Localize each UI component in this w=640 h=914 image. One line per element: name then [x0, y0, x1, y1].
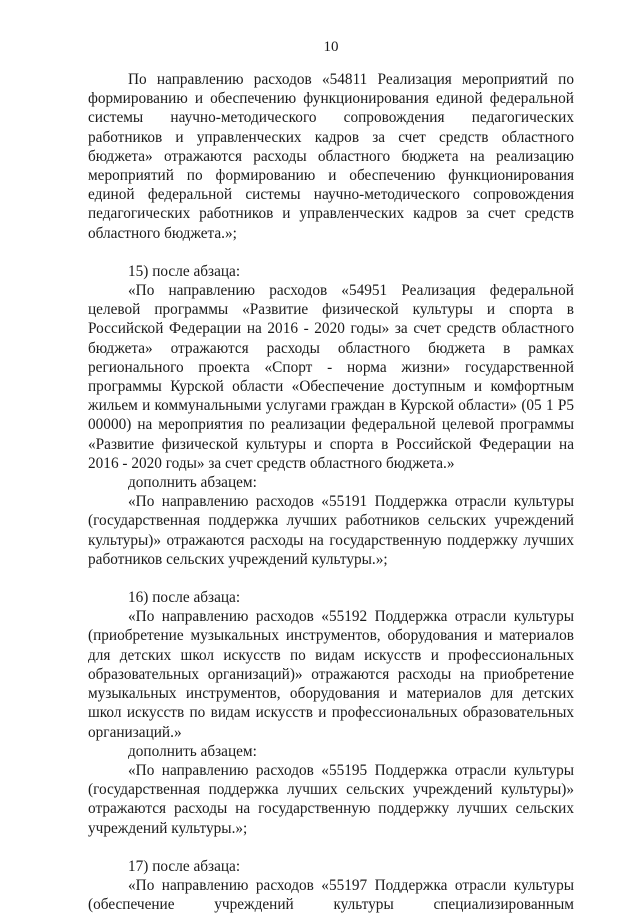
paragraph-54811: По направлению расходов «54811 Реализация мероприятий по формированию и обеспечению функционирования единой федеральной системы научно-методического сопровождения педагогических работников и управленческих кадров за счет средств областного бюджета» отражаются расходы областного бюджета на реализацию мероприятий по формированию и обеспечению функционирования единой федеральной системы научно-методического сопровождения педагогических работников и управленческих кадров за счет средств областного бюджета.»;: [88, 71, 574, 242]
item-16-label: 16) после абзаца:: [128, 589, 241, 607]
paragraph-gap: [88, 569, 574, 588]
item-17-label: 17) после абзаца:: [128, 857, 241, 875]
paragraph-55192: «По направлению расходов «55192 Поддержка отрасли культуры (приобретение музыкальных инструментов, оборудования и материалов для детских школ искусств по видам искусств и профессиональных образовательных организаций)» отражаются расходы на приобретение музыкальных инструментов, оборудования и материалов для детских школ искусств по видам искусств и профессиональных образовательных организаций.»: [88, 608, 574, 741]
paragraph-gap: [88, 838, 574, 857]
supplement-label-15: дополнить абзацем:: [128, 474, 257, 492]
document-page: [88, 38, 574, 914]
supplement-label-16: дополнить абзацем:: [128, 742, 257, 760]
paragraph-55197: «По направлению расходов «55197 Поддержка отрасли культуры (обеспечение учреждений культуры специализированным: [88, 876, 574, 914]
item-15-label: 15) после абзаца:: [128, 262, 241, 280]
page-number: 10: [323, 39, 339, 55]
paragraph-55195: «По направлению расходов «55195 Поддержка отрасли культуры (государственная поддержка лучших сельских учреждений культуры)» отражаются расходы на государственную поддержку лучших сельских учреждений культуры.»;: [88, 761, 574, 837]
paragraph-54951: «По направлению расходов «54951 Реализация федеральной целевой программы «Развитие физической культуры и спорта в Российской Федерации на 2016 - 2020 годы» за счет средств областного бюджета» отражаются расходы областного бюджета в рамках регионального проекта «Спорт - норма жизни» государственной программы Курской области «Обеспечение доступным и комфортным жильем и коммунальными услугами граждан в Курской области» (05 1 P5 00000) на мероприятия по реализации федеральной целевой программы «Развитие физической культуры и спорта в Российской Федерации на 2016 - 2020 годы» за счет средств областного бюджета.»: [88, 282, 574, 472]
paragraph-55191: «По направлению расходов «55191 Поддержка отрасли культуры (государственная поддержка лучших работников сельских учреждений культуры)» отражаются расходы на государственную поддержку лучших работников сельских учреждений культуры.»;: [88, 493, 574, 568]
paragraph-gap: [88, 243, 574, 262]
